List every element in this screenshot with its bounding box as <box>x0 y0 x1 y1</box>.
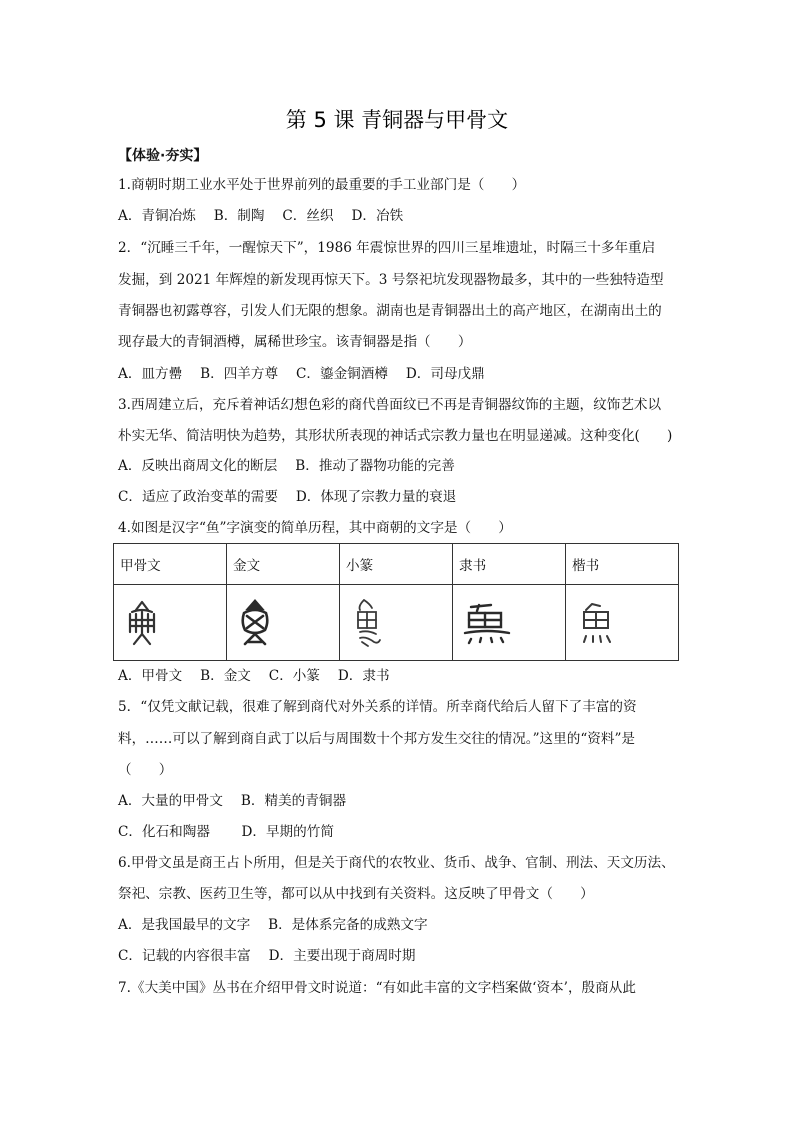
question-4-options: A．甲骨文 B．金文 C．小篆 D．隶书 <box>118 668 390 684</box>
oracle-fish-glyph-cell <box>114 585 227 661</box>
question-2-line-4: 现存最大的青铜酒樽，属稀世珍宝。该青铜器是指（ ） <box>118 334 472 350</box>
question-2-line-1: 2．“沉睡三千年，一醒惊天下”，1986 年震惊世界的四川三星堆遗址，时隔三十多年重启 <box>118 240 656 256</box>
question-3-line-1: 3.西周建立后，充斥着神话幻想色彩的商代兽面纹已不再是青铜器纹饰的主题，纹饰艺术以 <box>118 397 662 413</box>
bronze-fish-glyph-cell <box>227 585 340 661</box>
question-6-options-2: C．记载的内容很丰富 D．主要出现于商周时期 <box>118 948 416 964</box>
fish-evolution-table <box>113 543 679 661</box>
question-7-line-1: 7.《大美中国》丛书在介绍甲骨文时说道：“有如此丰富的文字档案做‘资本’，殷商从此 <box>118 980 636 996</box>
oracle-fish-glyph <box>122 598 162 648</box>
question-1-options: A．青铜冶炼 B．制陶 C．丝织 D．冶铁 <box>118 208 404 224</box>
question-5-line-1: 5．“仅凭文献记载，很难了解到商代对外关系的详情。所幸商代给后人留下了丰富的资 <box>118 699 637 715</box>
question-5-line-2: 料，……可以了解到商自武丁以后与周围数十个邦方发生交往的情况。”这里的“资料”是 <box>118 731 636 747</box>
question-2-line-3: 青铜器也初露尊容，引发人们无限的想象。湖南也是青铜器出土的高产地区，在湖南出土的 <box>118 303 662 319</box>
clerical-fish-glyph-cell <box>453 585 566 661</box>
question-6-line-2: 祭祀、宗教、医药卫生等，都可以从中找到有关资料。这反映了甲骨文（ ） <box>118 886 594 902</box>
table-header-clerical: 隶书 <box>453 544 566 585</box>
table-header-seal: 小篆 <box>340 544 453 585</box>
section-heading: 【体验·夯实】 <box>118 148 208 164</box>
table-header-bronze: 金文 <box>227 544 340 585</box>
question-5-line-3: （ ） <box>118 762 173 778</box>
regular-fish-glyph <box>574 600 618 646</box>
question-1-text: 1.商朝时期工业水平处于世界前列的最重要的手工业部门是（ ） <box>118 177 526 193</box>
question-6-options-1: A．是我国最早的文字 B．是体系完备的成熟文字 <box>118 917 428 933</box>
question-2-options: A．皿方罍 B．四羊方尊 C．鎏金铜酒樽 D．司母戊鼎 <box>118 366 485 382</box>
bronze-fish-glyph <box>235 598 275 648</box>
table-header-oracle: 甲骨文 <box>114 544 227 585</box>
question-5-options-2: C．化石和陶器 D．早期的竹简 <box>118 824 334 840</box>
question-3-options-2: C．适应了政治变革的需要 D．体现了宗教力量的衰退 <box>118 489 457 505</box>
seal-fish-glyph <box>348 596 388 650</box>
question-3-options-1: A．反映出商周文化的断层 B．推动了器物功能的完善 <box>118 458 455 474</box>
table-header-regular: 楷书 <box>566 544 679 585</box>
clerical-fish-glyph <box>461 601 513 645</box>
regular-fish-glyph-cell <box>566 585 679 661</box>
lesson-title: 第 5 课 青铜器与甲骨文 <box>285 108 509 132</box>
question-5-options-1: A．大量的甲骨文 B．精美的青铜器 <box>118 793 347 809</box>
question-2-line-2: 发掘，到 2021 年辉煌的新发现再惊天下。3 号祭祀坑发现器物最多，其中的一些独特造型 <box>118 272 664 288</box>
question-3-line-2: 朴实无华、简洁明快为趋势，其形状所表现的神话式宗教力量也在明显递减。这种变化( ) <box>118 428 673 444</box>
seal-fish-glyph-cell <box>340 585 453 661</box>
question-4-text: 4.如图是汉字“鱼”字演变的简单历程，其中商朝的文字是（ ） <box>118 520 512 536</box>
question-6-line-1: 6.甲骨文虽是商王占卜所用，但是关于商代的农牧业、货币、战争、官制、刑法、天文历法、 <box>118 855 675 871</box>
